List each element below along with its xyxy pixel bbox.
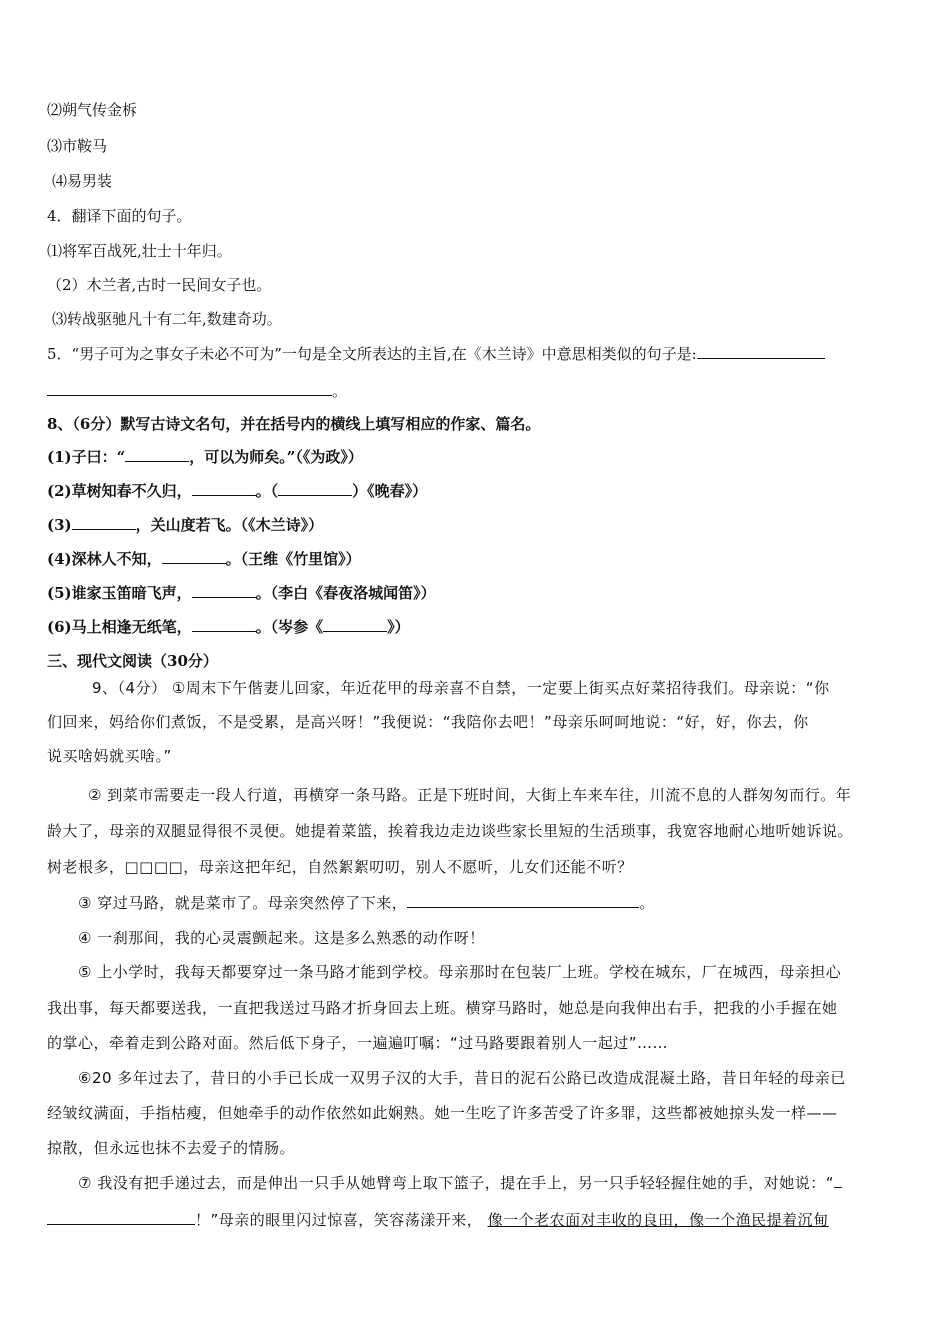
p3-answer-blank[interactable]: [407, 892, 639, 908]
q8-l5-blank[interactable]: [192, 582, 256, 598]
q8-l2-text-a: (2)草树知春不久归，: [47, 482, 192, 500]
q8-l2-text-c: ）《晚春》）: [352, 482, 428, 500]
q8-l5-text-a: (5)谁家玉笛暗飞声，: [47, 584, 192, 602]
q8-l1-blank[interactable]: [125, 446, 189, 462]
p3-text: ③ 穿过马路，就是菜市了。母亲突然停了下来，: [78, 894, 408, 912]
q4-sentence-3: ⑶转战驱驰凡十有二年,数建奇功。: [52, 310, 282, 328]
p6-line-1: ⑥20 多年过去了，昔日的小手已长成一双男子汉的大手，昔日的泥石公路已改造成混凝土路，昔日年轻的母亲已: [78, 1069, 846, 1087]
p2-line-3: 树老根多，□□□□，母亲这把年纪，自然絮絮叨叨，别人不愿听，儿女们还能不听？: [47, 858, 633, 876]
q8-l5-text-b: 。（李白《春夜洛城闻笛》）: [255, 584, 436, 602]
q5-continuation: [47, 380, 347, 402]
p6-line-2: 经皱纹满面，手指枯瘦，但她牵手的动作依然如此娴熟。她一生吃了许多苦受了许多罪，这些都被她掠头发一样——: [47, 1104, 838, 1122]
p3-end: 。: [639, 894, 655, 912]
p7-answer-blank[interactable]: [47, 1209, 195, 1225]
q8-l3-text-b: ，关山度若飞。（《木兰诗》）: [135, 516, 324, 534]
section-3-heading: 三、现代文阅读（30分）: [47, 652, 218, 670]
q8-l6-blank-2[interactable]: [323, 616, 387, 632]
q8-l6-text-c: 》）: [387, 618, 410, 636]
p7-text-2: ！”母亲的眼里闪过惊喜，笑容荡漾开来，: [195, 1211, 483, 1229]
q8-l2-blank-1[interactable]: [192, 480, 256, 496]
p7-underlined-text: 像一个老农面对丰收的良田，像一个渔民提着沉甸: [487, 1211, 829, 1229]
q8-l4-blank[interactable]: [162, 548, 226, 564]
q5-question: [47, 343, 825, 365]
p5-line-1: ⑤ 上小学时，我每天都要穿过一条马路才能到学校。母亲那时在包装厂上班。学校在城东，厂在城西，母亲担心: [78, 963, 842, 981]
q5-answer-blank-1[interactable]: [697, 343, 825, 359]
item-4: ⑷易男装: [52, 172, 113, 190]
p7-line-1: [78, 1172, 842, 1194]
p5-line-2: 我出事，每天都要送我，一直把我送过马路才折身回去上班。横穿马路时，她总是向我伸出右手，把我的小手握在她: [47, 999, 838, 1017]
q4-sentence-2: （2）木兰者,古时一民间女子也。: [47, 276, 272, 294]
q4-title: 4．翻译下面的句子。: [47, 207, 192, 225]
p2-line-2: 龄大了，母亲的双腿显得很不灵便。她提着菜篮，挨着我边走边谈些家长里短的生活琐事，我宽容地耐心地听她诉说。: [47, 822, 854, 840]
p7-blank-start[interactable]: [834, 1172, 842, 1188]
q8-l6-text-b: 。（岑参《: [255, 618, 324, 636]
q8-l2-blank-2[interactable]: [278, 480, 352, 496]
q8-l4-text-a: (4)深林人不知，: [47, 550, 162, 568]
p7-text-1: ⑦ 我没有把手递过去，而是伸出一只手从她臂弯上取下篮子，提在手上，另一只手轻轻握住她的手，对她说：“: [78, 1174, 834, 1192]
q8-line-1: [47, 446, 363, 468]
p1-line-2: 们回来，妈给你们煮饭，不是受累，是高兴呀！”我便说：“我陪你去吧！”母亲乐呵呵地说：“好，好，你去，你: [47, 713, 809, 731]
item-2: ⑵朔气传金柝: [47, 101, 138, 119]
q8-l4-text-b: 。（王维《竹里馆》）: [225, 550, 361, 568]
q5-end: 。: [332, 382, 348, 400]
q8-line-4: [47, 548, 361, 570]
p4-line: ④ 一刹那间，我的心灵震颤起来。这是多么熟悉的动作呀！: [78, 929, 485, 947]
p5-line-3: 的掌心，牵着走到公路对面。然后低下身子，一遍遍叮嘱：“过马路要跟着别人一起过”……: [47, 1034, 669, 1052]
p3-line: [78, 892, 655, 914]
p1-line-3: 说买啥妈就买啥。”: [47, 747, 172, 765]
q8-l6-text-a: (6)马上相逢无纸笔，: [47, 618, 192, 636]
q5-text: 5．“男子可为之事女子未必不可为”一句是全文所表达的主旨,在《木兰诗》中意思相类似的句子是:: [47, 345, 697, 363]
q8-line-2: [47, 480, 427, 502]
q5-answer-blank-2[interactable]: [47, 380, 332, 396]
p7-line-2: [47, 1209, 829, 1231]
q8-l1-text-b: ，可以为师矣。”（《为政》）: [189, 448, 363, 466]
q8-line-3: [47, 514, 323, 536]
q8-line-6: [47, 616, 410, 638]
p1-line-1: 9、（4分） ①周末下午偕妻儿回家，年近花甲的母亲喜不自禁，一定要上街买点好菜招待我们。母亲说：“你: [92, 679, 830, 697]
q4-sentence-1: ⑴将军百战死,壮士十年归。: [47, 242, 232, 260]
q8-l6-blank-1[interactable]: [192, 616, 256, 632]
q8-line-5: [47, 582, 436, 604]
q8-l3-blank[interactable]: [72, 514, 136, 530]
q8-l2-text-b: 。（: [255, 482, 279, 500]
p6-line-3: 掠散，但永远也抹不去爱子的情肠。: [47, 1139, 296, 1157]
p2-line-1: ② 到菜市需要走一段人行道，再横穿一条马路。正是下班时间，大街上车来车往，川流不息的人群匆匆而行。年: [88, 786, 852, 804]
q8-l3-text-a: (3): [47, 516, 72, 534]
q8-title: 8、（6分）默写古诗文名句，并在括号内的横线上填写相应的作家、篇名。: [47, 415, 541, 433]
item-3: ⑶市鞍马: [47, 137, 108, 155]
q8-l1-text-a: (1)子曰：“: [47, 448, 126, 466]
